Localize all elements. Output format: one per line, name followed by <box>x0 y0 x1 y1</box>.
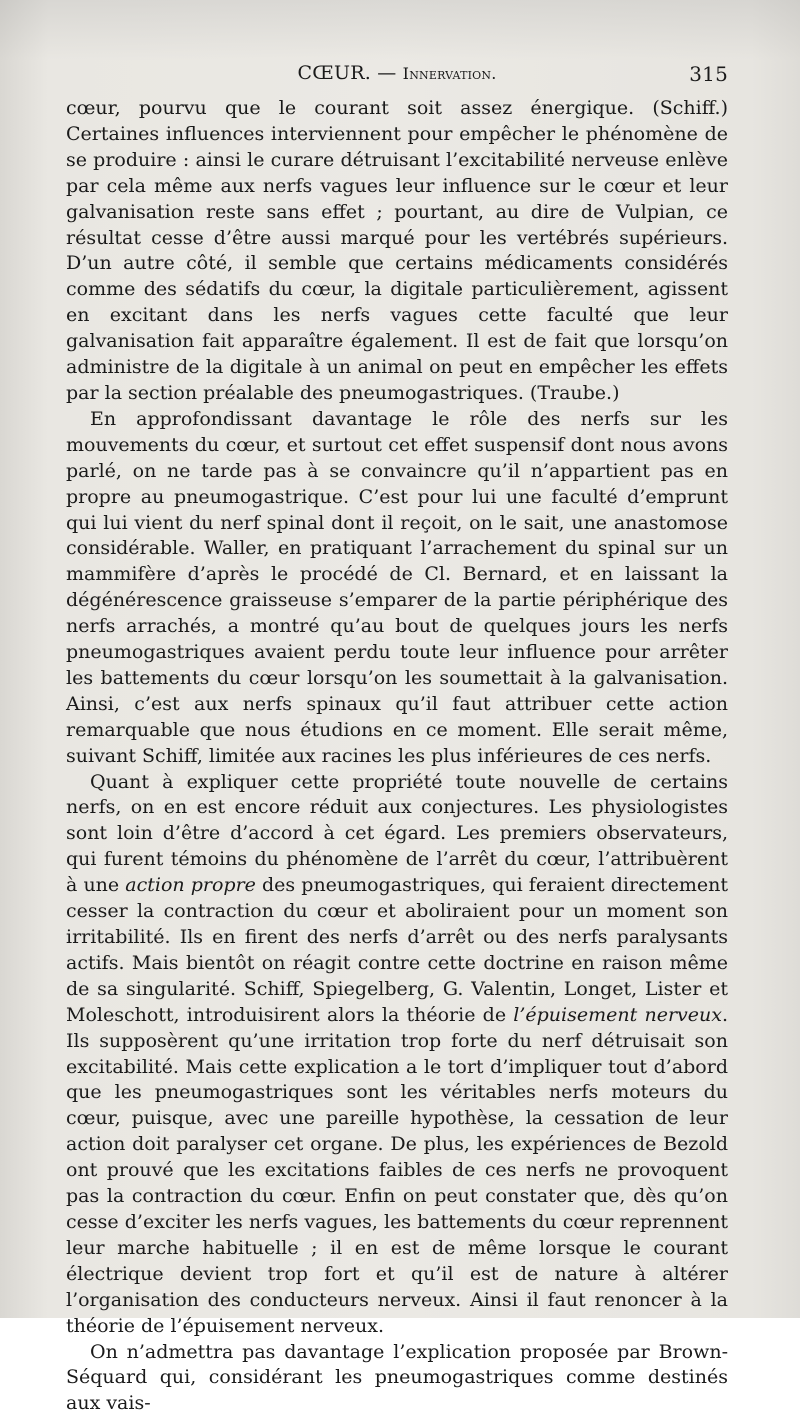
text-body <box>66 96 728 1417</box>
page-number: 315 <box>689 62 728 86</box>
paragraph-3-part-b: des pneumogastriques, qui feraient directement cesser la contraction du cœur et aboliraient pour un moment son irritabilité. Ils en firent des nerfs d’arrêt ou des nerfs paralysants actifs. Mais bientôt on réagit contre cette doctrine en raison même de sa singularité. Schiff, Spiegelberg, G. Valentin, Longet, Lister et Moleschott, introduisirent alors la théorie de <box>66 874 728 1026</box>
paragraph-2: En approfondissant davantage le rôle des nerfs sur les mouvements du cœur, et surtout cet effet suspensif dont nous avons parlé, on ne tarde pas à se convaincre qu’il n’appartient pas en propre au pneumogastrique. C’est pour lui une faculté d’emprunt qui lui vient du nerf spinal dont il reçoit, on le sait, une anastomose considérable. Waller, en pratiquant l’arrachement du spinal sur un mammifère d’après le procédé de Cl. Bernard, et en laissant la dégénérescence graisseuse s’emparer de la partie périphérique des nerfs arrachés, a montré qu’au bout de quelques jours les nerfs pneumogastriques avaient perdu toute leur influence pour arrêter les battements du cœur lorsqu’on les soumettait à la galvanisation. Ainsi, c’est aux nerfs spinaux qu’il faut attribuer cette action remarquable que nous étudions en ce moment. Elle serait même, suivant Schiff, limitée aux racines les plus inférieures de ces nerfs. <box>66 407 728 770</box>
paragraph-3-emphasis-b: l’épuisement nerveux <box>513 1004 722 1026</box>
running-title-section: Innervation. <box>403 64 497 83</box>
running-title <box>66 62 728 84</box>
paragraph-3-emphasis-a: action propre <box>125 874 256 896</box>
paragraph-3-part-c: . Ils supposèrent qu’une irritation trop forte du nerf détruisait son excitabilité. Mais cette explication a le tort d’impliquer tout d’abord que les pneumogastriques sont les véritables nerfs moteurs du cœur, puisque, avec une pareille hypothèse, la cessation de leur action doit paralyser cet organe. De plus, les expériences de Bezold ont prouvé que les excitations faibles de ces nerfs ne provoquent pas la contraction du cœur. Enfin on peut constater que, dès qu’on cesse d’exciter les nerfs vagues, les battements du cœur reprennent leur marche habituelle ; il en est de même lorsque le courant électrique devient trop fort et qu’il est de nature à altérer l’organisation des conducteurs nerveux. Ainsi il faut renoncer à la théorie de l’épuisement nerveux. <box>66 1004 728 1337</box>
paragraph-1: cœur, pourvu que le courant soit assez énergique. (Schiff.) Certaines influences interviennent pour empêcher le phénomène de se produire : ainsi le curare détruisant l’excitabilité nerveuse enlève par cela même aux nerfs vagues leur influence sur le cœur et leur galvanisation reste sans effet ; pourtant, au dire de Vulpian, ce résultat cesse d’être aussi marqué pour les vertébrés supérieurs. D’un autre côté, il semble que certains médicaments considérés comme des sédatifs du cœur, la digitale particulièrement, agissent en excitant dans les nerfs vagues cette faculté que leur galvanisation fait apparaître également. Il est de fait que lorsqu’on administre de la digitale à un animal on peut en empêcher les effets par la section préalable des pneumogastriques. (Traube.) <box>66 96 728 407</box>
running-header <box>66 62 728 90</box>
bleed-through-shadow <box>0 0 800 60</box>
running-title-main: CŒUR. — <box>297 62 402 84</box>
paragraph-3-part-a: Quant à expliquer cette propriété toute nouvelle de certains nerfs, on en est encore réduit aux conjectures. Les physiologistes sont loin d’être d’accord à cet égard. Les premiers observateurs, qui furent témoins du phénomène de l’arrêt du cœur, l’attribuèrent à une <box>66 771 728 897</box>
paragraph-4: On n’admettra pas davantage l’explication proposée par Brown-Séquard qui, considérant les pneumogastriques comme destinés aux vais- <box>66 1340 728 1417</box>
paragraph-3 <box>66 770 728 1340</box>
